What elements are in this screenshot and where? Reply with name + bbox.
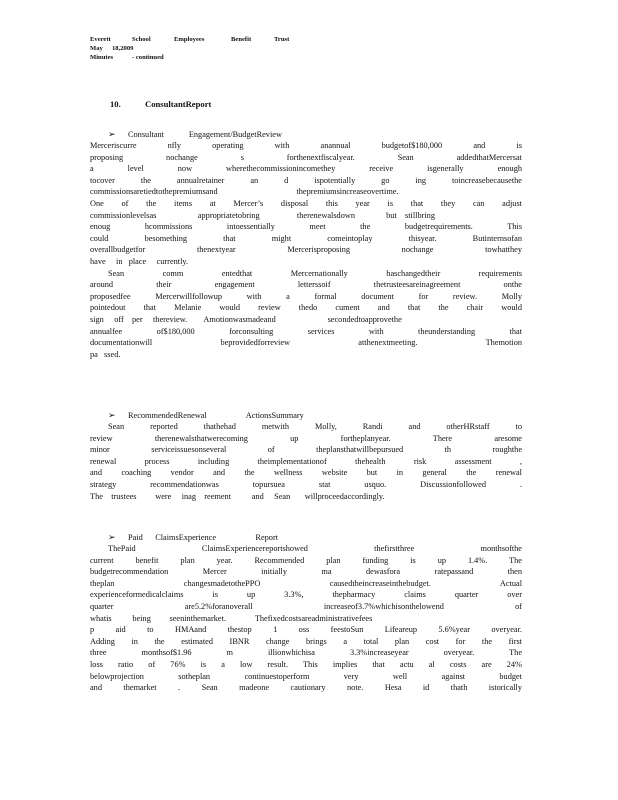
text-line: documentationwill beprovidedforreview atthenextmeeting. Themotion: [90, 338, 522, 348]
subsection-title: Consultant Engagement/BudgetReview: [128, 130, 282, 139]
subsection-heading: [108, 410, 304, 421]
header-line-2: [90, 45, 289, 54]
text-line: enoug hcommissions intoessentially meet the budgetrequirements. This: [90, 222, 522, 232]
text-line: review therenewalsthatwerecoming up fortheplanyear. There aresome: [90, 433, 522, 443]
subsection-title: RecommendedRenewal ActionsSummary: [128, 411, 304, 420]
text-line: experienceformedicalclaims is up 3.3%, thepharmacy claims quarter over: [90, 590, 522, 600]
section-heading: [110, 99, 211, 109]
text-line: whatis being seeninthemarket. Thefixedcostsareadministrativefees: [90, 613, 373, 623]
text-line: sign off per thereview. Amotionwasmadeand secondedtoapprovethe: [90, 314, 402, 324]
header-word: Everett: [90, 36, 111, 43]
text-line: and coaching vendor and the wellness website but in general the renewal: [90, 468, 522, 478]
text-line: One of the items at Mercer’s disposal this year is that they can adjust: [90, 198, 522, 208]
text-line: three monthsof$1.96 m illionwhichisa 3.3%increaseyear overyear. The: [90, 648, 522, 658]
text-line: proposedfee Mercerwillfollowup with a formal document for review. Molly: [90, 291, 522, 301]
subsection-body: [90, 543, 522, 694]
header-word: Trust: [274, 36, 290, 43]
text-line: overallbudgetfor thenextyear Mercerisproposing nochange towhatthey: [90, 245, 522, 255]
header-word: School: [132, 36, 151, 43]
header-word: Employees: [174, 36, 205, 43]
text-line: around their engagement letterssoif thetrusteesareinagreement onthe: [90, 280, 522, 290]
header-line-1: [90, 36, 289, 45]
text-line: pa ssed.: [90, 349, 121, 359]
text-line: belowprojection sotheplan continuestoperform very well against budget: [90, 671, 522, 681]
subsection-title: Paid ClaimsExperience Report: [128, 533, 279, 542]
text-line: and themarket . Sean madeone cautionary note. Hesa id thath istorically: [90, 683, 522, 693]
text-line: p aid to HMAand thestop 1 oss feestoSun Lifeareup 5.6%year overyear.: [90, 625, 522, 635]
text-line: could besomething that might comeintoplay thisyear. Butinternsofan: [90, 233, 522, 243]
text-line: loss ratio of 76% is a low result. This implies that actu al costs are 24%: [90, 659, 522, 669]
text-line: pointedout that Melanie would review thedo cument and that the chair would: [90, 303, 522, 313]
section-number: 10.: [110, 99, 121, 109]
text-line: budgetrecommendation Mercer initially ma dewasfora ratepassand then: [90, 567, 522, 577]
header-line-3: [90, 54, 289, 63]
text-line: Sean reported thathehad metwith Molly, Randi and otherHRstaff to: [108, 422, 522, 431]
text-line: proposing nochange s forthenextfiscalyear. Sean addedthatMercersat: [90, 152, 522, 162]
arrow-bullet-icon: ➢: [108, 129, 116, 139]
header-word: 18,2009: [112, 44, 134, 52]
text-line: Merceriscurre nfly operating with anannual budgetof$180,000 and is: [90, 141, 522, 150]
text-line: The trustees were inag reement and Sean willproceedaccordingly.: [90, 491, 385, 501]
text-line: quarter are5.2%foranoverall increaseof3.7%whichisonthelowend of: [90, 601, 522, 611]
text-line: minor serviceissuesonseveral of theplansthatwillbepursued th roughthe: [90, 445, 522, 455]
text-line: strategy recommendationwas topursuea stat usquo. Discussionfollowed .: [90, 479, 522, 489]
header-word: Minutes: [90, 53, 114, 61]
header-word: May: [90, 44, 103, 52]
text-line: renewal process including theimplementationof thehealth risk assessment ,: [90, 456, 522, 466]
text-line: commissionsaretiedtothepremiumsand thepremiumsincreaseovertime.: [90, 187, 399, 197]
subsection-body: [90, 421, 522, 502]
text-line: current benefit plan year. Recommended plan funding is up 1.4%. The: [90, 555, 522, 565]
text-line: Adding in the estimated IBNR change brings a total plan cost for the first: [90, 636, 522, 646]
arrow-bullet-icon: ➢: [108, 410, 116, 420]
text-line: ThePaid ClaimsExperiencereportshowed thefirstthree monthsofthe: [108, 544, 522, 553]
subsection-heading: [108, 532, 278, 543]
subsection-body: [90, 140, 522, 360]
subsection-heading: [108, 129, 282, 140]
header-word: Benefit: [231, 36, 252, 43]
section-title: ConsultantReport: [145, 99, 212, 109]
arrow-bullet-icon: ➢: [108, 532, 116, 542]
text-line: Sean comm entedthat Mercernationally haschangedtheir requirements: [108, 268, 522, 278]
header-word: - continued: [132, 53, 164, 61]
text-line: tocover the annualretainer an d ispotentially go ing toincreasebecausethe: [90, 175, 522, 185]
text-line: a level now wherethecommissionincomethey receive isgenerally enough: [90, 164, 522, 174]
text-line: have in place currently.: [90, 256, 189, 266]
text-line: theplan changesmadetothePPO causedtheincreaseinthebudget. Actual: [90, 578, 522, 588]
page-header: [90, 36, 289, 62]
text-line: commissionlevelsas appropriatetobring therenewalsdown but stillbring: [90, 210, 435, 220]
text-line: annualfee of$180,000 forconsulting services with theunderstanding that: [90, 326, 522, 336]
